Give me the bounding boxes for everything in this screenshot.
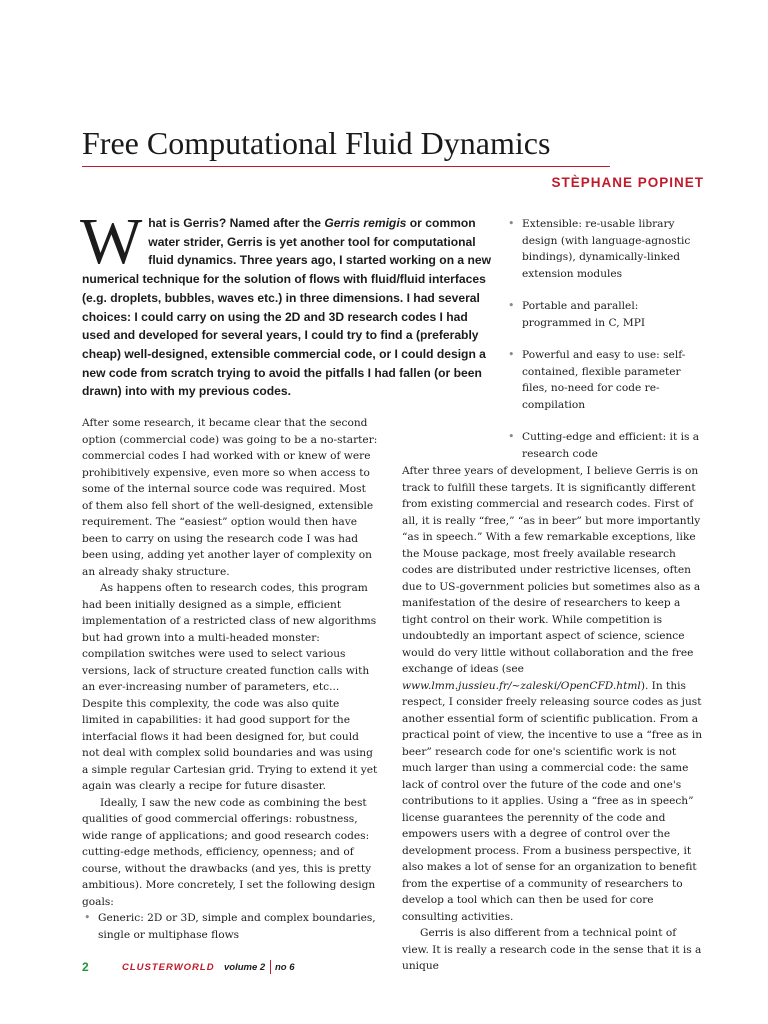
opencfd-link[interactable]: www.lmm.jussieu.fr/~zaleski/OpenCFD.html xyxy=(402,679,641,692)
goal-item xyxy=(506,298,706,331)
goal-item xyxy=(82,910,378,943)
bullet-icon: • xyxy=(508,299,515,312)
body-paragraph: After some research, it became clear that the second option (commercial code) was going to be a no-starter: commercial codes I had worked with or knew of were prohibitively expensive, even more so when access to some of the internal source code was required. Most of them also fell short of the well-designed, extensible requirement. The “easiest” option would then have been to carry on using the research code I was had been using, adding yet another layer of complexity on an already shaky structure. xyxy=(82,417,378,578)
body-paragraph: As happens often to research codes, this program had been initially designed as a simple, efficient implementation of a restricted class of new algorithms but had grown into a multi-headed monster: compilation switches were used to select various versions, lack of structure created function calls with an ever-increasing number of parameters, etc... Despite this complexity, the code was also quite limited in capabilities: it had good support for the interfacial flows it had been designed for, but could not deal with complex solid boundaries and was using a simple regular Cartesian grid. Trying to extend it yet again was clearly a recipe for future disaster. xyxy=(82,582,378,792)
goal-text: Extensible: re-usable library design (with language-agnostic bindings), dynamically-linked extension modules xyxy=(522,218,691,280)
bullet-icon: • xyxy=(508,430,515,443)
goal-text: Powerful and easy to use: self-contained, flexible parameter files, no-need for code re-compilation xyxy=(522,349,686,411)
page-number: 2 xyxy=(82,960,89,974)
goal-text: Portable and parallel: programmed in C, MPI xyxy=(522,300,646,329)
drop-cap: W xyxy=(80,205,143,278)
goal-text: Generic: 2D or 3D, simple and complex boundaries, single or multiphase flows xyxy=(98,912,376,941)
paragraph-text: After three years of development, I believe Gerris is on track to fulfill these targets. It is significantly different from existing commercial and research codes. First of all, it is really “free,” “as in beer” but more importantly “as in speech.” With a few remarkable exceptions, like the Mouse package, most freely available research codes are distributed under restrictive licenses, often due to US-government policies but sometimes also as a manifestation of the desire of researchers to keep a tight control on their work. While competition is undoubtedly an important aspect of science, science would do very little without collaboration and the free exchange of ideas (see xyxy=(402,465,701,675)
paragraph-text: ). In this respect, I consider freely releasing source codes as just another essential form of scientific publication. From a practical point of view, the incentive to use a “free as in beer” research code for one's scientific work is not much larger than using a commercial code: the same lack of control over the future of the code and one's contributions to it applies. Using a “free as in speech” license guarantees the perennity of the code and empowers users with a degree of control over the development process. From a business perspective, it also makes a lot of sense for an organization to benefit from the expertise of a community of researchers to develop a tool which can then be used for core consulting activities. xyxy=(402,679,703,923)
body-column-right xyxy=(402,463,706,975)
volume-label: volume 2 xyxy=(224,962,266,973)
body-paragraph: Gerris is also different from a technical point of view. It is really a research code in the sense that it is a unique xyxy=(402,927,702,972)
footer-separator xyxy=(270,960,271,974)
intro-text-rest: or common water strider, Gerris is yet another tool for computational fluid dynamics. Three years ago, I started working on a new numerical technique for the solution of flows with fluid/fluid interfaces (e.g. droplets, bubbles, waves etc.) in three dimensions. I had several choices: I could carry on using the 2D and 3D research codes I had used and developed for several years, I could try to find a (preferably cheap) well-designed, extensible commercial code, or I could design a new code from scratch trying to avoid the pitfalls I had fallen (or been drawn) into with my previous codes. xyxy=(82,216,492,399)
author-byline: STÈPHANE POPINET xyxy=(551,175,704,190)
article-title: Free Computational Fluid Dynamics xyxy=(82,125,551,161)
body-paragraph: Ideally, I saw the new code as combining the best qualities of good commercial offerings: robustness, wide range of applications; and good research codes: cutting-edge methods, efficiency, openness; and of course, without the drawbacks (and yes, this is pretty ambitious). More concretely, I set the following design goals: xyxy=(82,796,376,908)
title-divider xyxy=(82,166,610,167)
bullet-icon: • xyxy=(508,217,515,230)
goal-item xyxy=(506,216,706,282)
intro-species-name: Gerris remigis xyxy=(324,216,407,230)
bullet-icon: • xyxy=(84,911,91,924)
goal-item xyxy=(506,347,706,413)
bullet-icon: • xyxy=(508,348,515,361)
goal-item xyxy=(506,429,706,462)
design-goals-list-right xyxy=(506,216,706,478)
magazine-name: CLUSTERWORLD xyxy=(122,962,215,973)
intro-paragraph xyxy=(80,205,492,401)
body-column-left xyxy=(82,415,378,910)
issue-label: no 6 xyxy=(275,962,295,973)
page-footer xyxy=(82,958,382,982)
body-paragraph xyxy=(402,463,706,925)
design-goals-list-left xyxy=(82,910,378,959)
goal-text: Cutting-edge and efficient: it is a research code xyxy=(522,431,700,460)
intro-text-start: hat is Gerris? Named after the xyxy=(148,216,325,230)
